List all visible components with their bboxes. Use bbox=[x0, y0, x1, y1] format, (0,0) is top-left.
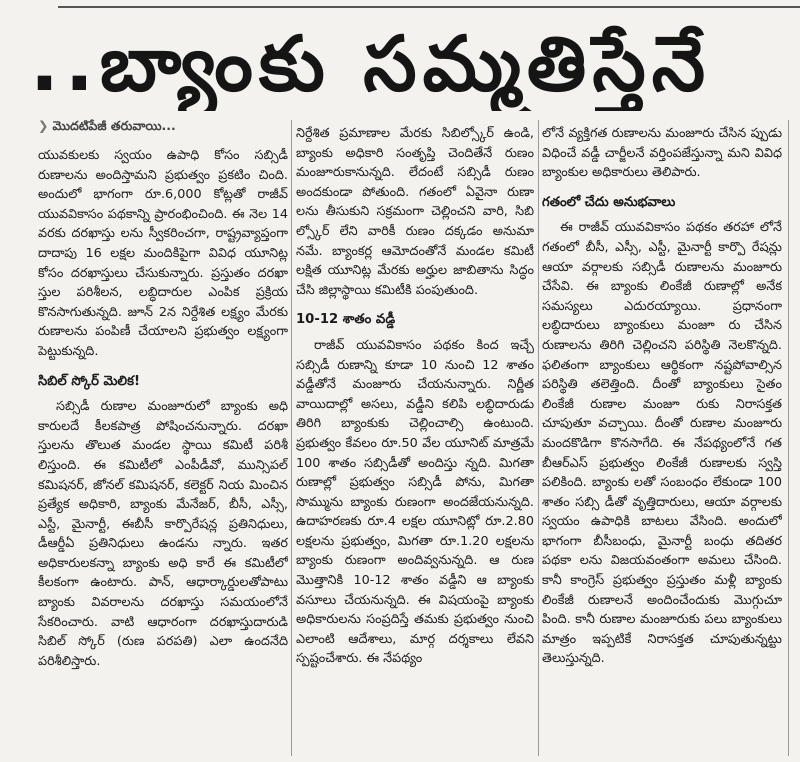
paragraph: నిర్దేశిత ప్రమాణాల మేరకు సిబిల్స్కోర్ ఉండి, బ్యాంకు అధికారి సంతృప్తి చెందితేనే రుణం మంజూరుకానున్నది. లేదంటే సబ్సిడీ రుణం అందకుండా పోతుంది. గతంలో ఏవైనా రుణా లను తీసుకుని సక్రమంగా చెల్లించని వారి, సిబి ల్స్కోర్ లేని వారికీ రుణం దక్కడం అనుమా నమే. బ్యాంకర్ల ఆమోదంతోనే మండల కమిటీ లక్షిత యూనిట్ల మేరకు అర్హుల జాబితాను సిద్ధం చేసి జిల్లాస్థాయి కమిటీకి పంపుతుంది. bbox=[296, 126, 534, 298]
subheading: సిబిల్ స్కోర్ మెలిక! bbox=[38, 373, 140, 389]
paragraph: లోనే వ్యక్తిగత రుణాలను మంజూరు చేసిన ప్పుడు విధించే వడ్డీ చార్జీలనే వర్తింపజేస్తున్నా మని వివిధ బ్యాంకుల అధికారులు తెలిపారు. bbox=[542, 126, 782, 181]
paragraph: సబ్సిడీ రుణాల మంజూరులో బ్యాంకు అధి కారులదే కీలకపాత్ర పోషించనున్నారు. దరఖా స్తులను తొలుత మండల స్థాయి కమిటీ పరిశీ లిస్తుంది. ఈ కమిటీలో ఎంపీడీవో, మున్సిపల్ కమిషనర్, జోనల్ కమిషనర్, కలెక్టర్ నియ మించిన ప్రత్యేక అధికారి, బ్యాంకు మేనేజర్, బీసీ, ఎస్సీ, ఎస్టీ, మైనార్టీ, ఈబీసీ కార్పొరేషన్ల ప్రతినిధులు, డీఆర్డీఏ ప్రతినిధులు ఉండను న్నారు. ఇతర అధికారులకన్నా బ్యాంకు అధి కారే ఈ కమిటీలో కీలకంగా ఉంటారు. పాన్, ఆధార్కార్డులతోపాటు బ్యాంకు వివరాలను దరఖాస్తు సమయంలోనే సేకరించారు. వాటి ఆధారంగా దరఖాస్తుదారుడి సిబిల్ స్కోర్ (రుణ పరపతి) ఎలా ఉందనేది పరిశీలిస్తారు. bbox=[38, 399, 288, 669]
jump-text: మొదటిపేజీ తరువాయి... bbox=[52, 118, 176, 133]
jump-line bbox=[38, 118, 284, 137]
column-divider bbox=[538, 120, 539, 756]
article-column-3 bbox=[542, 124, 782, 756]
article-column-1 bbox=[38, 146, 288, 756]
column-divider bbox=[291, 120, 292, 756]
paragraph: రాజీవ్ యువవికాసం పథకం కింద ఇచ్చే సబ్సిడీ రుణాన్ని కూడా 10 నుంచి 12 శాతం వడ్డీతోనే మంజూరు చేయనున్నారు. నిర్ణీత వాయిదాల్లో అసలు, వడ్డీని కలిపి లబ్ధిదారుడు తిరిగి బ్యాంకుకు చెల్లించాల్సి ఉంటుంది. ప్రభుత్వం కేవలం రూ.50 వేల యూనిట్ మాత్రమే 100 శాతం సబ్సిడీతో అందిస్తు న్నది. మిగతా రుణాల్లో ప్రభుత్వం సబ్సిడీ పోను, మిగతా సొమ్మును బ్యాంకు రుణంగా అందజేయనున్నది. ఉదాహరణకు రూ.4 లక్షల యూనిట్లో రూ.2.80 లక్షలను ప్రభుత్వం, మిగతా రూ.1.20 లక్షలను బ్యాంకు రుణంగా అందివ్వనున్నది. ఆ రుణ మొత్తానికి 10-12 శాతం వడ్డీని ఆ బ్యాంకు వసూలు చేయనున్నది. ఈ విషయంపై బ్యాంకు అధికారులను సంప్రదిస్తే తమకు ప్రభుత్వం నుంచి ఎలాంటి ఆదేశాలు, మార్గ దర్శకాలు లేవని స్పష్టంచేశారు. ఈ నేపథ్యం bbox=[296, 337, 534, 667]
top-rule bbox=[58, 6, 800, 8]
subheading: గతంలో చేదు అనుభవాలు bbox=[542, 194, 676, 210]
article-column-2 bbox=[296, 124, 534, 756]
paragraph: ఈ రాజీవ్ యువవికాసం పథకం తరహా లోనే గతంలో బీసీ, ఎస్సీ, ఎస్టీ, మైనార్టీ కార్పొ రేషన్లు ఆయా వర్గాలకు సబ్సిడీ రుణాలను మంజూరు చేసేవి. ఈ బ్యాంకు లింకేజీ రుణాల్లో అనేక సమస్యలు ఎదురయ్యాయి. ప్రధానంగా లబ్ధిదారులు బ్యాంకులు మంజూ రు చేసిన రుణాలను తిరిగి చెల్లించని పరిస్థితి నెలకొన్నది. ఫలితంగా బ్యాంకులు ఆర్థికంగా నష్టపోవాల్సిన పరిస్థితి తలెత్తింది. దీంతో బ్యాంకులు సైతం లింకేజీ రుణాల మంజూ రుకు నిరాసక్తత చూపుతూ వచ్చాయి. దీంతో రుణాల మంజూరు మందకొడిగా కొనసాగేది. ఈ నేపథ్యంలోనే గత బీఆర్ఎస్ ప్రభుత్వం లింకేజీ రుణాలకు స్వస్తి పలికింది. బ్యాంకు లతో సంబంధం లేకుండా 100 శాతం సబ్సి డీతో వృత్తిదారులు, ఆయా వర్గాలకు స్వయం ఉపాధికి బాటలు వేసింది. అందులో భాగంగా బీసీబంధు, మైనార్టీ బంధు తదితర పథకా లను విజయవంతంగా అమలు చేసింది. కానీ కాంగ్రెస్ ప్రభుత్వం ప్రస్తుతం మళ్లీ బ్యాంకు లింకేజీ రుణాలనే అందించేందుకు మొగ్గుచూ పింది. కానీ రుణాల మంజూరుకు పలు బ్యాంకులు మాత్రం ఇప్పటికే నిరాసక్తత చూపుతున్నట్టు తెలుస్తున్నది. bbox=[542, 220, 782, 667]
headline: ..బ్యాంకు సమ్మతిస్తేనే bbox=[30, 19, 712, 108]
chevron-right-icon: ❯ bbox=[38, 118, 49, 133]
paragraph: యువకులకు స్వయం ఉపాధి కోసం సబ్సిడీ రుణాలను అందిస్తామని ప్రభుత్వం ప్రకటిం చింది. అందులో భాగంగా రూ.6,000 కోట్లతో రాజీవ్ యువవికాసం పథకాన్ని ప్రారంభించింది. ఈ నెల 14 వరకు దరఖాస్తు లను స్వీకరించగా, రాష్ట్రవ్యాప్తంగా దాదాపు 16 లక్షల మందికిపైగా వివిధ యూనిట్ల కోసం దరఖాస్తులు చేసుకున్నారు. ప్రస్తుతం దరఖా స్తుల పరిశీలన, లబ్ధిదారుల ఎంపిక ప్రక్రియ కొనసాగుతున్నది. జూన్ 2న నిర్దేశిత లక్ష్యం మేరకు రుణాలను పంపిణీ చేయాలని ప్రభుత్వం లక్ష్యంగా పెట్టుకున్నది. bbox=[38, 148, 288, 359]
adjacent-column-edge bbox=[788, 120, 800, 756]
subheading: 10-12 శాతం వడ్డీ bbox=[296, 312, 396, 328]
